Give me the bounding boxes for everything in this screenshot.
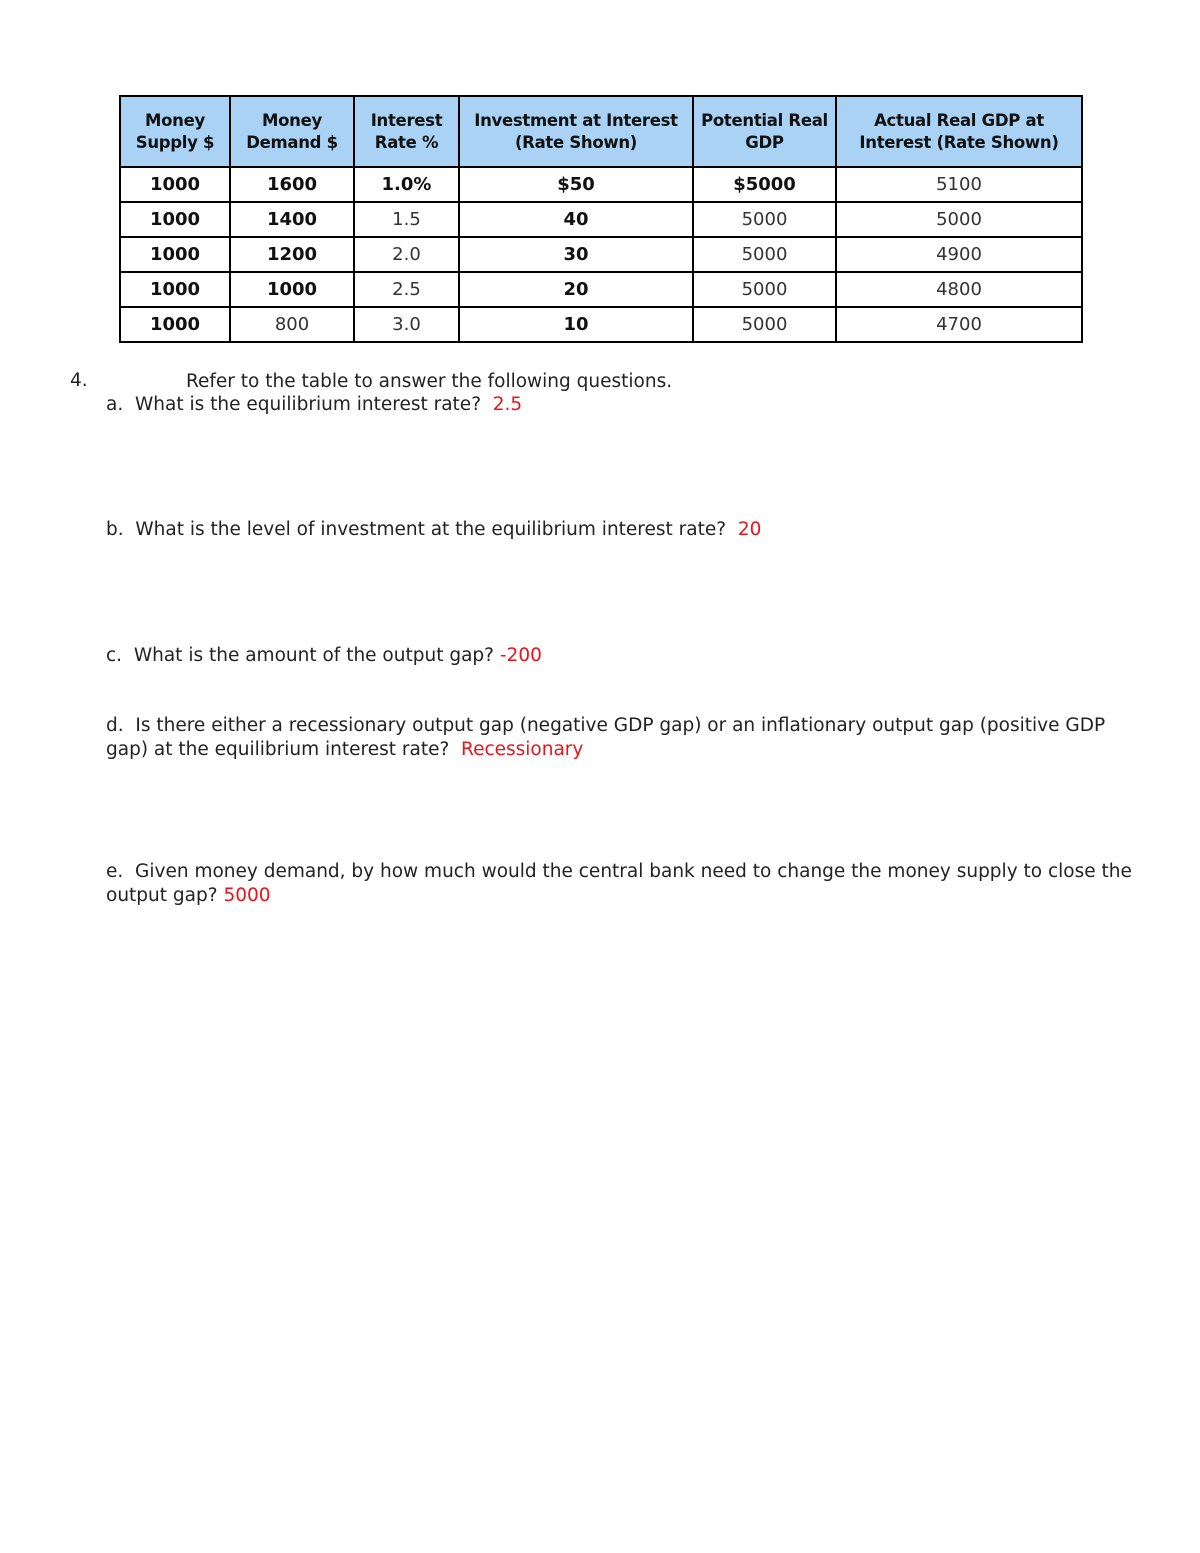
cell-money-demand: 1400 (230, 202, 354, 237)
header-potential-gdp (693, 96, 836, 167)
cell-money-supply: 1000 (120, 167, 230, 202)
header-money-demand-l1: Money (262, 110, 322, 130)
cell-investment: 20 (459, 272, 693, 307)
cell-investment: 30 (459, 237, 693, 272)
part-answer: 5000 (223, 885, 271, 906)
part-label: c. (106, 645, 123, 666)
part-label: b. (106, 519, 124, 540)
header-interest-rate-l1: Interest (370, 110, 443, 130)
part-answer: Recessionary (461, 739, 584, 760)
cell-money-demand: 800 (230, 307, 354, 342)
table-row (120, 272, 1082, 307)
cell-investment: 10 (459, 307, 693, 342)
table-row (120, 237, 1082, 272)
part-text: What is the equilibrium interest rate? (134, 394, 482, 415)
part-answer: 20 (737, 519, 762, 540)
part-label: e. (106, 861, 124, 882)
cell-potential-gdp: 5000 (693, 237, 836, 272)
header-potential-gdp-l1: Potential Real (701, 110, 828, 130)
header-investment-l1: Investment at Interest (474, 110, 678, 130)
table-row (120, 167, 1082, 202)
cell-money-supply: 1000 (120, 237, 230, 272)
part-label: a. (106, 394, 124, 415)
header-actual-gdp-l2: Interest (Rate Shown) (859, 132, 1059, 152)
cell-interest-rate: 1.5 (354, 202, 459, 237)
cell-interest-rate: 1.0% (354, 167, 459, 202)
table-header-row (120, 96, 1082, 167)
header-money-demand (230, 96, 354, 167)
cell-money-supply: 1000 (120, 272, 230, 307)
part-text: Is there either a recessionary output gap (negative GDP gap) or an inflationary output gap (positive GDP gap) at the equilibrium interest rate? (106, 715, 1106, 760)
cell-interest-rate: 3.0 (354, 307, 459, 342)
header-interest-rate-l2: Rate % (374, 132, 439, 152)
table-row (120, 307, 1082, 342)
cell-investment: $50 (459, 167, 693, 202)
table-row (120, 202, 1082, 237)
part-label: d. (106, 715, 124, 736)
question-part-b (106, 518, 761, 542)
part-answer: -200 (499, 645, 542, 666)
cell-money-demand: 1000 (230, 272, 354, 307)
cell-actual-gdp: 5100 (836, 167, 1082, 202)
cell-money-supply: 1000 (120, 202, 230, 237)
header-money-supply (120, 96, 230, 167)
header-money-demand-l2: Demand $ (246, 132, 338, 152)
part-answer: 2.5 (492, 394, 523, 415)
cell-money-demand: 1600 (230, 167, 354, 202)
part-text: What is the level of investment at the equilibrium interest rate? (135, 519, 727, 540)
cell-actual-gdp: 4700 (836, 307, 1082, 342)
part-text: What is the amount of the output gap? (133, 645, 494, 666)
header-actual-gdp-l1: Actual Real GDP at (874, 110, 1044, 130)
cell-money-demand: 1200 (230, 237, 354, 272)
cell-actual-gdp: 5000 (836, 202, 1082, 237)
question-intro: Refer to the table to answer the following questions. (186, 371, 673, 392)
cell-interest-rate: 2.0 (354, 237, 459, 272)
header-actual-gdp (836, 96, 1082, 167)
cell-potential-gdp: $5000 (693, 167, 836, 202)
question-part-a (106, 393, 522, 417)
cell-actual-gdp: 4800 (836, 272, 1082, 307)
header-money-supply-l1: Money (145, 110, 205, 130)
header-money-supply-l2: Supply $ (135, 132, 215, 152)
question-number: 4. (70, 370, 88, 391)
question-part-d (106, 714, 1106, 762)
header-potential-gdp-l2: GDP (745, 132, 784, 152)
cell-money-supply: 1000 (120, 307, 230, 342)
cell-investment: 40 (459, 202, 693, 237)
question-part-e (106, 860, 1136, 908)
cell-interest-rate: 2.5 (354, 272, 459, 307)
cell-potential-gdp: 5000 (693, 272, 836, 307)
cell-actual-gdp: 4900 (836, 237, 1082, 272)
header-investment-l2: (Rate Shown) (514, 132, 638, 152)
cell-potential-gdp: 5000 (693, 307, 836, 342)
part-text: Given money demand, by how much would the central bank need to change the money supply to close the output gap? (106, 861, 1132, 906)
cell-potential-gdp: 5000 (693, 202, 836, 237)
money-market-table (119, 95, 1083, 343)
header-interest-rate (354, 96, 459, 167)
question-part-c (106, 644, 542, 668)
header-investment (459, 96, 693, 167)
